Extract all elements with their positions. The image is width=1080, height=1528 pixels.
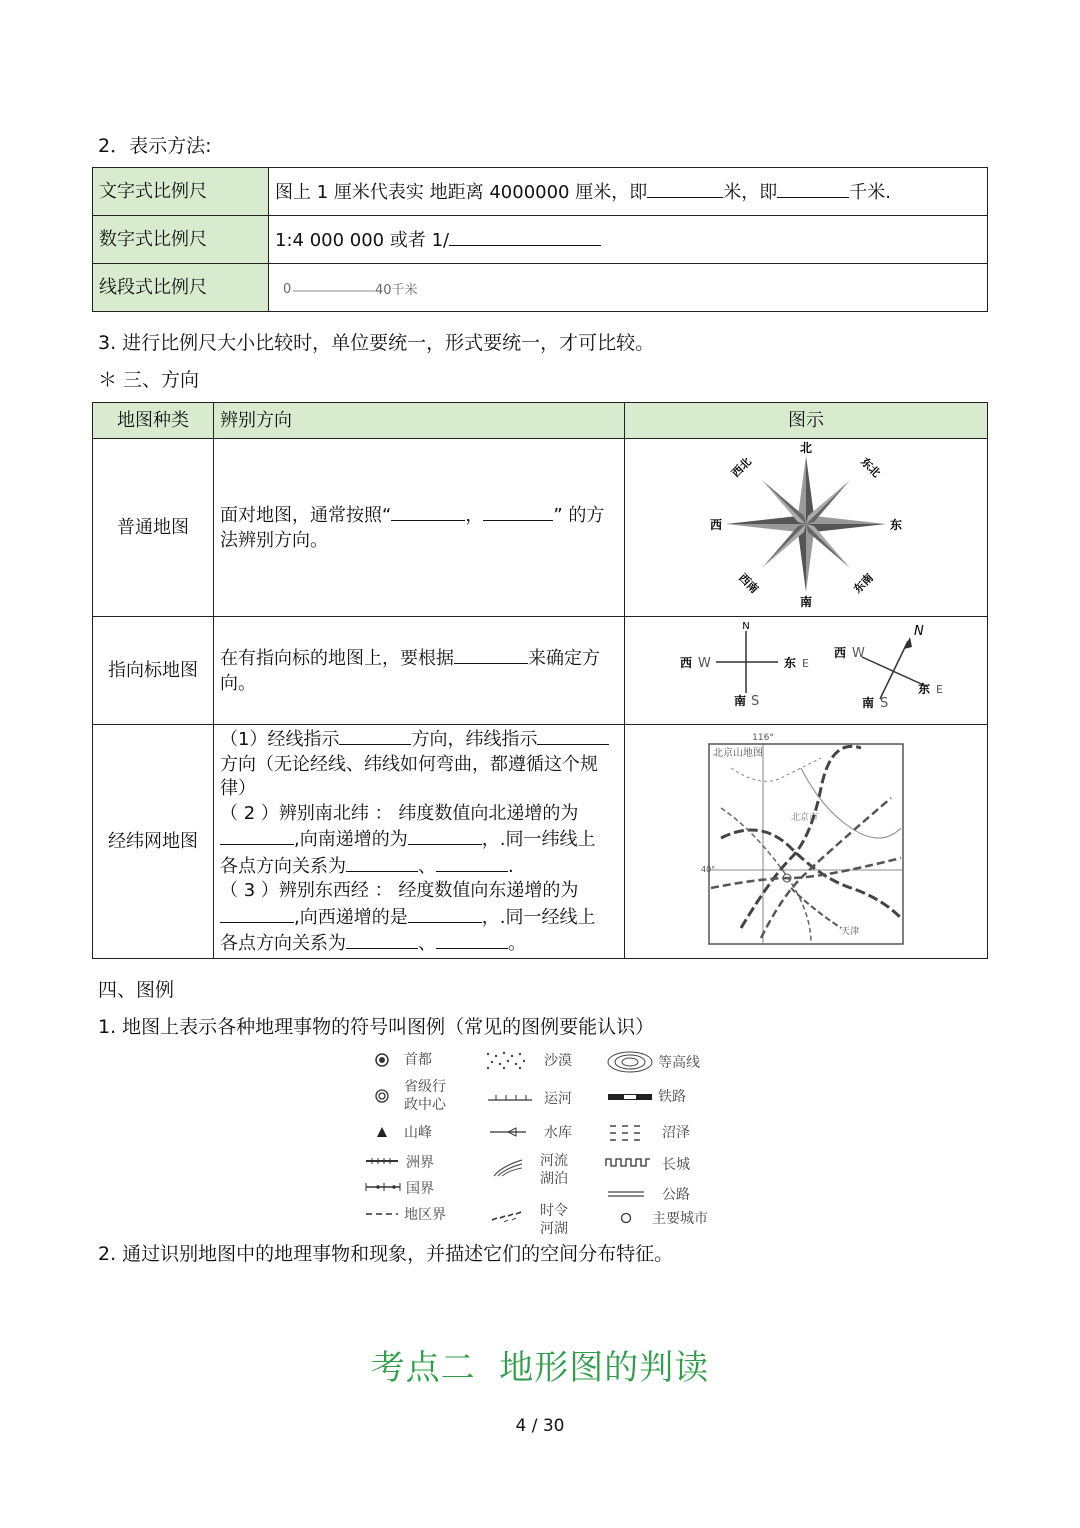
svg-text:116°: 116° (752, 733, 774, 743)
svg-text:S: S (880, 696, 889, 711)
compass-sw: 西南 (736, 571, 761, 596)
text-scale-content: 图上 1 厘米代表实 地距离 4000000 厘米，即 米，即 千米. (269, 168, 988, 216)
svg-text:S: S (751, 694, 760, 709)
compass-ne: 东北 (858, 455, 883, 480)
svg-text:W: W (852, 646, 865, 661)
pointer-cell (625, 617, 988, 725)
compass-nw: 西北 (729, 455, 754, 480)
legend-note-1: 1. 地图上表示各种地理事物的符号叫图例（常见的图例要能认识） (98, 1016, 655, 1038)
compass-s: 南 (799, 595, 813, 608)
section-3-title: ＊ 三、方向 (98, 369, 200, 391)
scale-zero-label: 0 (283, 282, 292, 297)
continent-boundary-icon (364, 1156, 400, 1166)
row-name-text-scale: 文字式比例尺 (93, 168, 269, 216)
line-scale-bar (275, 269, 455, 299)
country-boundary-icon (364, 1182, 402, 1192)
province-capital-icon (374, 1088, 390, 1104)
svg-text:东: 东 (918, 682, 931, 696)
seasonal-river-icon (490, 1208, 524, 1224)
page-number: 4 / 30 (515, 1416, 565, 1436)
scale-table (92, 167, 988, 312)
type-ordinary: 普通地图 (93, 439, 214, 617)
svg-text:40°: 40° (701, 865, 716, 874)
svg-text:W: W (698, 656, 711, 671)
type-grid: 经纬网地图 (93, 725, 214, 959)
north-arrow-icon (656, 617, 956, 717)
direction-table (92, 402, 988, 959)
number-scale-content: 1:4 000 000 或者 1/ (269, 216, 988, 264)
region-boundary-icon (364, 1210, 400, 1218)
svg-text:东: 东 (784, 656, 797, 670)
svg-text:E: E (936, 683, 943, 696)
svg-text:北京市: 北京市 (791, 813, 819, 823)
contour-icon (606, 1050, 654, 1074)
grid-text: （1）经线指示 方向，纬线指示 方向（无论经线、纬线如何弯曲，都遵循这个规 律） （ 2 ）辨别南北纬 ： 纬度数值向北递增的为 ,向南递增的为 ，.同一纬线上 各点方向关系为 、 . （ 3 ）辨别东西经 ： 经度数值向东递增的为 ,向西递增的是 ，.同一经线上 各点方向关系为 、 。 (214, 725, 625, 959)
grid-map-cell (625, 725, 988, 959)
row-name-line-scale: 线段式比例尺 (93, 264, 269, 312)
great-wall-icon (604, 1156, 652, 1168)
city-icon (620, 1212, 632, 1224)
section-label: 2．表示方法: (98, 135, 212, 157)
header-direction: 辨别方向 (214, 403, 625, 439)
header-map-type: 地图种类 (93, 403, 214, 439)
line-scale-content (269, 264, 988, 312)
grid-map-figure (701, 728, 911, 948)
legend-figure: 首都 省级行 政中心 山峰 洲界 国界 地区界 沙漠 运河 水库 河流 湖泊 时令 河湖 等高线 铁路 沼泽 长城 公路 主要城市 (360, 1044, 720, 1240)
svg-text:天津: 天津 (841, 927, 860, 937)
compass-e: 东 (889, 518, 903, 532)
swamp-icon (608, 1122, 642, 1144)
desert-icon (484, 1050, 528, 1070)
compass-rose-icon (706, 440, 906, 608)
compass-w: 西 (709, 518, 723, 532)
svg-text:N: N (742, 621, 750, 632)
section-heading: 考点二 地形图的判读 (370, 1348, 710, 1388)
compass-se: 东南 (851, 571, 876, 596)
svg-text:北京山地图: 北京山地图 (713, 748, 763, 759)
svg-text:N: N (914, 624, 924, 639)
ordinary-text: 面对地图，通常按照“ ， ” 的方 法辨别方向。 (214, 439, 625, 617)
reservoir-icon (488, 1126, 528, 1138)
row-name-number-scale: 数字式比例尺 (93, 216, 269, 264)
type-pointer: 指向标地图 (93, 617, 214, 725)
note-3: 3. 进行比例尺大小比较时，单位要统一，形式要统一，才可比较。 (98, 332, 655, 354)
compass-n: 北 (799, 441, 813, 455)
header-figure: 图示 (625, 403, 988, 439)
svg-text:南: 南 (734, 694, 747, 708)
compass-cell (625, 439, 988, 617)
section-4-title: 四、图例 (98, 979, 175, 1001)
scale-end-label: 40千米 (375, 283, 418, 298)
pointer-text: 在有指向标的地图上，要根据 来确定方 向。 (214, 617, 625, 725)
svg-text:西: 西 (680, 656, 693, 670)
svg-text:南: 南 (862, 696, 875, 710)
canal-icon (486, 1092, 534, 1102)
legend-note-2: 2. 通过识别地图中的地理事物和现象，并描述它们的空间分布特征。 (98, 1243, 674, 1265)
road-icon (606, 1190, 646, 1198)
svg-text:西: 西 (834, 646, 847, 660)
river-lake-icon (492, 1156, 524, 1178)
peak-icon (376, 1126, 388, 1138)
capital-icon (374, 1052, 390, 1068)
svg-text:E: E (802, 657, 809, 670)
railway-icon (606, 1092, 654, 1102)
